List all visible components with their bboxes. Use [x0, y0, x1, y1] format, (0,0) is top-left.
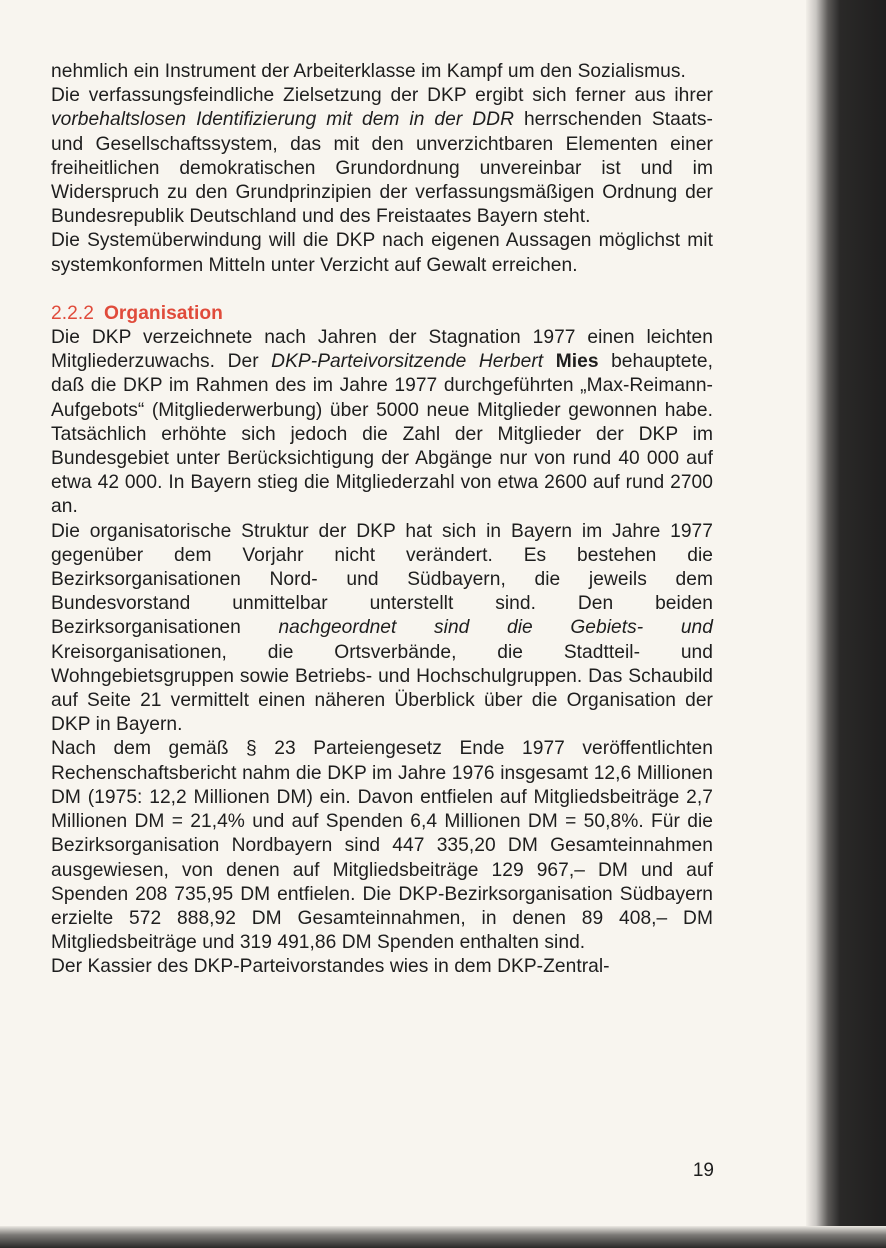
page-number: 19	[692, 1160, 714, 1181]
body-text	[51, 60, 713, 980]
book-binding-shadow	[806, 0, 886, 1248]
org-p2-part-b: Kreisorganisationen, die Ortsverbände, die Stadtteil- und Wohngebietsgruppen sowie Betriebs- und Hochschulgruppen. Das Schaubild auf Seite 21 vermittelt einen näheren Überblick über die Organisation der DKP in Bayern.	[51, 641, 713, 736]
organisation-paragraph-2	[51, 520, 713, 738]
organisation-paragraph-1	[51, 326, 713, 520]
org-p1-italic: DKP-Parteivorsitzende Herbert	[271, 351, 544, 373]
section-spacer	[51, 278, 713, 302]
section-heading	[51, 302, 713, 326]
section-number: 2.2.2	[51, 302, 94, 324]
paragraph-2-part-a: Die verfassungsfeindliche Zielsetzung der DKP ergibt sich ferner aus ihrer	[51, 85, 713, 107]
paragraph-2-part-c: herrschenden Staats- und Gesellschaftssystem, das mit den unverzichtbaren Elementen einer freiheitlichen demokratischen Grundordnung unvereinbar ist und im Widerspruch zu den Grundprinzipien der verfassungsmäßigen Ordnung der Bundesrepublik Deutschland und des Freistaates Bayern steht.	[51, 109, 714, 228]
org-p1-part-a: Die DKP verzeichnete nach Jahren der Stagnation 1977 einen leichten Mitgliederzuwachs. Der	[51, 327, 713, 373]
paragraph-3: Die Systemüberwindung will die DKP nach eigenen Aussagen möglichst mit systemkonformen Mitteln unter Verzicht auf Gewalt erreichen.	[51, 230, 713, 276]
organisation-paragraph-3: Nach dem gemäß § 23 Parteiengesetz Ende 1977 veröffentlichten Rechenschaftsbericht nahm die DKP im Jahre 1976 insgesamt 12,6 Millionen DM (1975: 12,2 Millionen DM) ein. Davon entfielen auf Mitgliedsbeiträge 2,7 Millionen DM = 21,4% und auf Spenden 6,4 Millionen DM = 50,8%. Für die Bezirksorganisation Nordbayern sind 447 335,20 DM Gesamteinnahmen ausgewiesen, von denen auf Mitgliedsbeiträge 129 967,– DM und auf Spenden 208 735,95 DM entfielen. Die DKP-Bezirksorganisation Südbayern erzielte 572 888,92 DM Gesamteinnahmen, in denen 89 408,– DM Mitgliedsbeiträge und 319 491,86 DM Spenden enthalten sind.	[51, 738, 713, 954]
organisation-paragraph-4: Der Kassier des DKP-Parteivorstandes wies in dem DKP-Zentral-	[51, 956, 610, 978]
section-title: Organisation	[103, 302, 223, 324]
org-p1-bold-name: Mies	[555, 351, 599, 373]
paragraph-2-italic: vorbehaltslosen Identifizierung mit dem in der DDR	[51, 109, 514, 131]
org-p2-italic: nachgeordnet sind die Gebiets- und	[278, 617, 713, 639]
paragraph-1: nehmlich ein Instrument der Arbeiterklasse im Kampf um den Sozialismus.	[51, 61, 686, 82]
paragraph-2	[51, 84, 713, 229]
org-p2-part-a: Die organisatorische Struktur der DKP hat sich in Bayern im Jahre 1977 gegenüber dem Vorjahr nicht verändert. Es bestehen die Bezirksorganisationen Nord- und Südbayern, die jeweils dem Bundesvorstand unmittelbar unterstellt sind. Den beiden Bezirksorganisationen	[51, 520, 713, 639]
page-bottom-shadow	[0, 1226, 886, 1248]
org-p1-part-b: behauptete, daß die DKP im Rahmen des im Jahre 1977 durchgeführten „Max-Reimann-Aufgebots“ (Mitgliederwerbung) über 5000 neue Mitglieder gewonnen habe. Tatsächlich erhöhte sich jedoch die Zahl der Mitglieder der DKP im Bundesgebiet unter Berücksichtigung der Abgänge nur von rund 40 000 auf etwa 42 000. In Bayern stieg die Mitgliederzahl von etwa 2600 auf rund 2700 an.	[51, 351, 713, 518]
